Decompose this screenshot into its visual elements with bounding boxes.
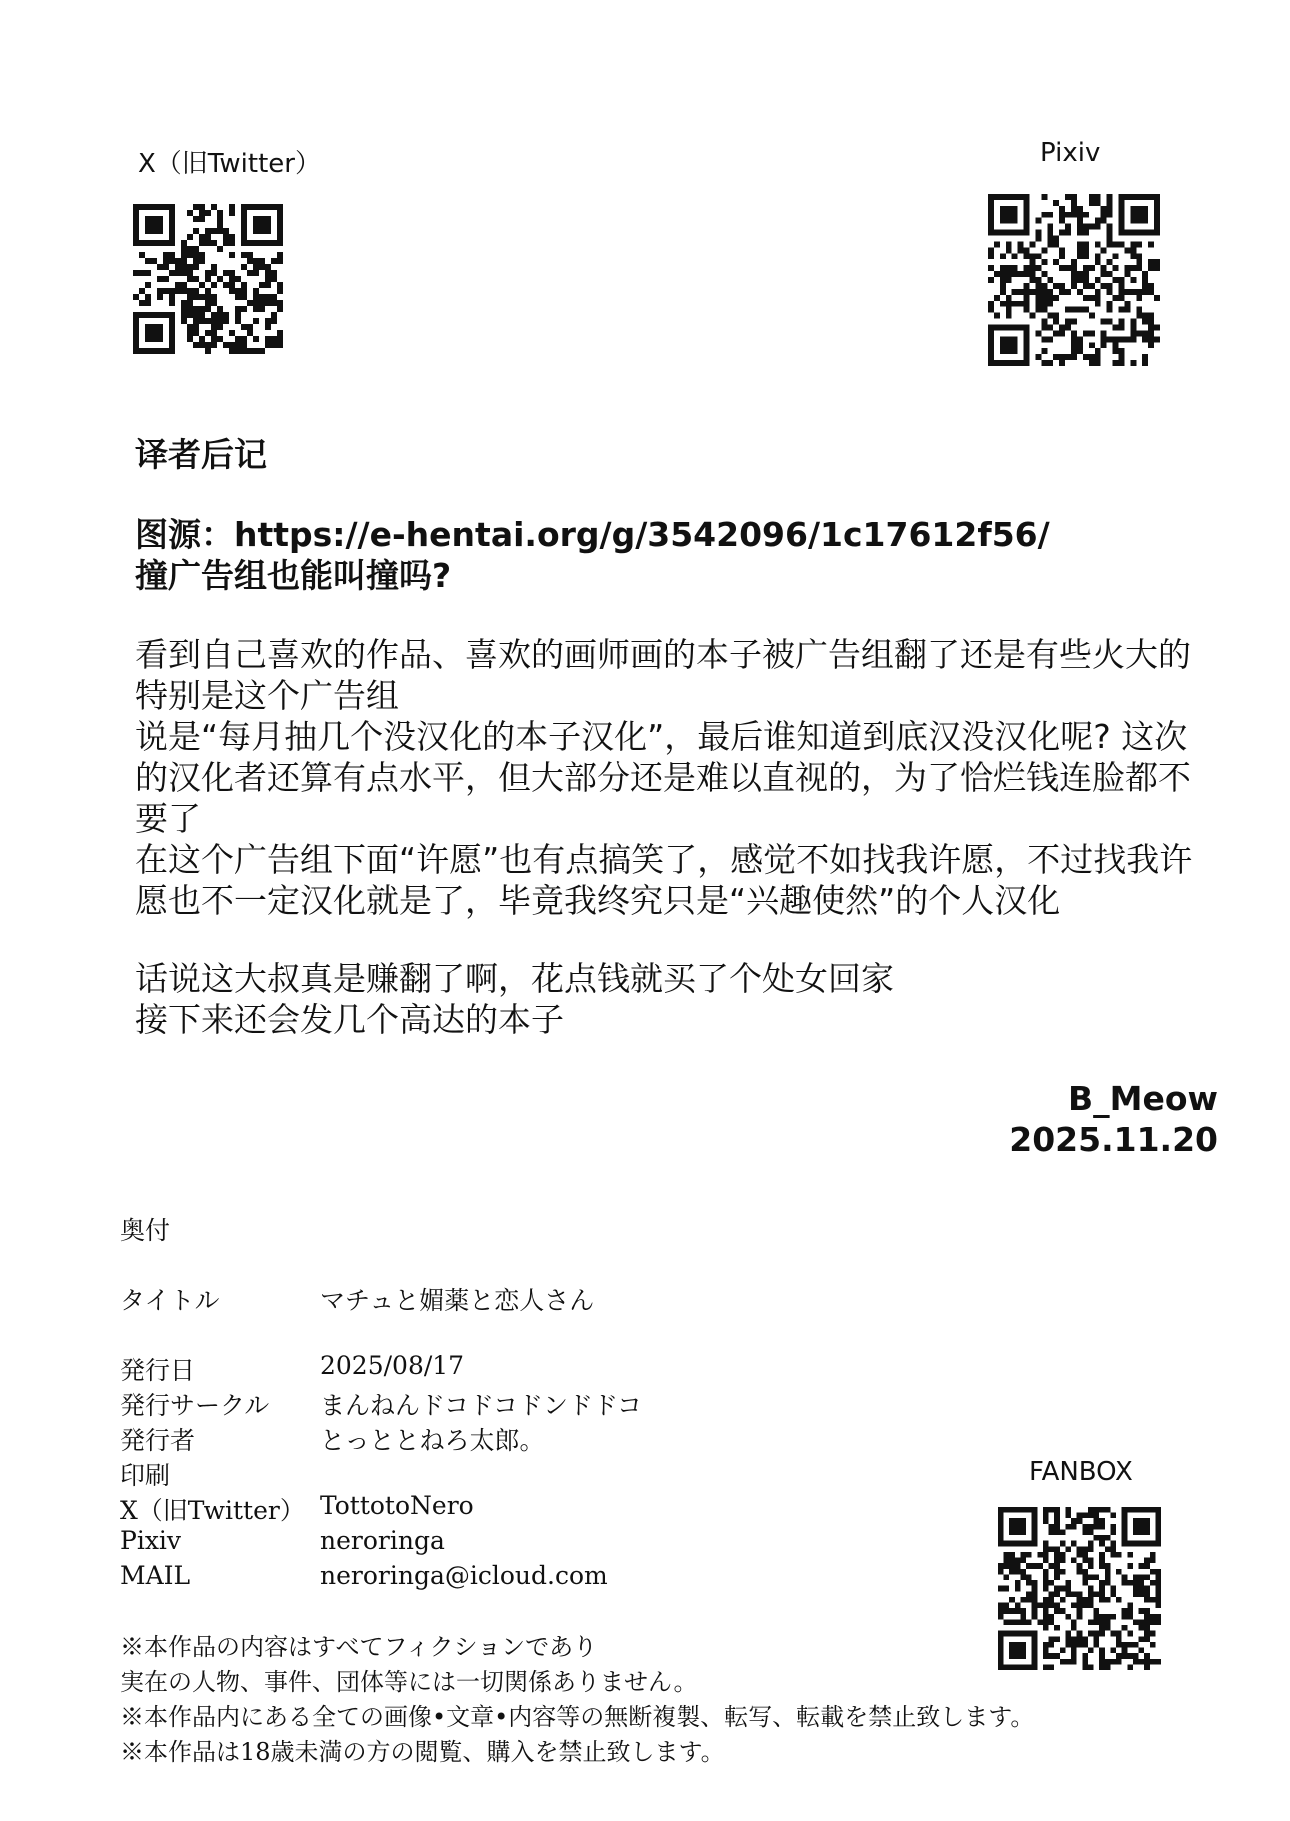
colophon-title-key: タイトル — [120, 1286, 220, 1315]
afterword-line: 愿也不一定汉化就是了，毕竟我终究只是“兴趣使然”的个人汉化 — [135, 881, 1061, 920]
qr-label-pixiv: Pixiv — [1040, 138, 1101, 168]
afterword-line: 特别是这个广告组 — [135, 676, 399, 715]
qr-code-icon — [988, 194, 1160, 366]
colophon-print-key: 印刷 — [120, 1461, 171, 1490]
colophon-heading: 奥付 — [120, 1216, 171, 1245]
afterword-line: 要了 — [135, 799, 201, 838]
qr-code-icon — [998, 1507, 1161, 1670]
translator-signature: B_Meow — [1067, 1079, 1218, 1118]
colophon-date-key: 発行日 — [120, 1356, 196, 1385]
colophon-x-key: X（旧Twitter） — [120, 1496, 305, 1525]
afterword-date: 2025.11.20 — [1009, 1120, 1218, 1159]
colophon-pixiv-value: neroringa — [320, 1526, 445, 1555]
colophon-date-value: 2025/08/17 — [320, 1351, 465, 1380]
qr-code-icon — [133, 204, 283, 354]
afterword-line: 话说这大叔真是赚翻了啊，花点钱就买了个处女回家 — [135, 959, 894, 998]
disclaimer-line: 実在の人物、事件、団体等には一切関係ありません。 — [120, 1668, 698, 1696]
afterword-line: 接下来还会发几个高达的本子 — [135, 1000, 564, 1039]
afterword-line: 图源：https://e-hentai.org/g/3542096/1c17612f56/ — [135, 515, 1050, 554]
disclaimer-line: ※本作品は18歳未満の方の閲覧、購入を禁止致します。 — [120, 1738, 725, 1766]
afterword-title: 译者后记 — [135, 435, 267, 474]
qr-label-x: X（旧Twitter） — [138, 149, 321, 179]
colophon-pixiv-key: Pixiv — [120, 1526, 182, 1555]
afterword-line: 说是“每月抽几个没汉化的本子汉化”，最后谁知道到底汉没汉化呢? 这次 — [135, 717, 1188, 756]
colophon-mail-value: neroringa@icloud.com — [320, 1561, 608, 1590]
colophon-x-value: TottotoNero — [320, 1491, 474, 1520]
colophon-circle-value: まんねんドコドコドンドドコ — [320, 1391, 643, 1420]
afterword-line: 的汉化者还算有点水平，但大部分还是难以直视的，为了恰烂钱连脸都不 — [135, 758, 1191, 797]
qr-label-fanbox: FANBOX — [1029, 1457, 1133, 1487]
colophon-publisher-value: とっととねろ太郎。 — [320, 1426, 545, 1455]
afterword-line: 撞广告组也能叫撞吗? — [135, 556, 452, 595]
afterword-line: 看到自己喜欢的作品、喜欢的画师画的本子被广告组翻了还是有些火大的 — [135, 635, 1191, 674]
colophon-mail-key: MAIL — [120, 1561, 191, 1590]
colophon-circle-key: 発行サークル — [120, 1391, 270, 1420]
afterword-line: 在这个广告组下面“许愿”也有点搞笑了，感觉不如找我许愿，不过找我许 — [135, 840, 1193, 879]
colophon-publisher-key: 発行者 — [120, 1426, 196, 1455]
disclaimer-line: ※本作品の内容はすべてフィクションであり — [120, 1633, 598, 1661]
disclaimer-line: ※本作品内にある全ての画像•文章•内容等の無断複製、転写、転載を禁止致します。 — [120, 1703, 1035, 1731]
colophon-title-value: マチュと媚薬と恋人さん — [320, 1286, 595, 1315]
